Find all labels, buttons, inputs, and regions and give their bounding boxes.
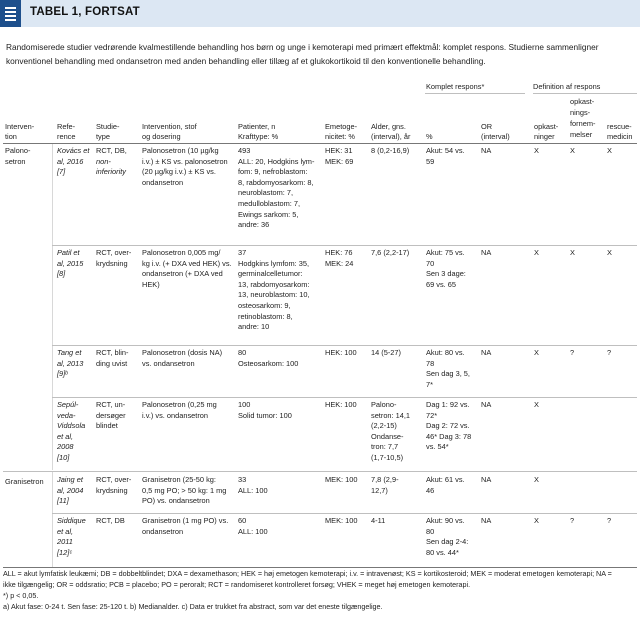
cell-pct: Akut: 75 vs. xyxy=(426,248,465,257)
cell-patients: 493 xyxy=(238,146,251,155)
cell-emeto: MEK: 100 xyxy=(325,516,358,525)
cell-patients: andre: 36 xyxy=(238,220,270,230)
cell-vomiting: X xyxy=(534,475,539,484)
cell-type: RCT, DB, xyxy=(96,146,127,155)
col-intervention-2: tion xyxy=(5,132,17,141)
cell-drug: i.v.) vs. ondansetron xyxy=(142,410,208,420)
col-patients-2: Krafttype: % xyxy=(238,132,279,141)
col-vomiting-1: opkast- xyxy=(534,122,559,131)
col-nausea-2: nings- xyxy=(570,108,591,117)
col-patients-1: Patienter, n xyxy=(238,122,276,131)
cell-vomiting: X xyxy=(534,348,539,357)
group-label-granisetron: Granisetron xyxy=(5,477,44,486)
col-emeto-2: nicitet: % xyxy=(325,132,355,141)
cell-type: RCT, over- xyxy=(96,248,132,257)
cell-pct: 80 vs. 44* xyxy=(426,547,459,557)
group-underline-definition xyxy=(533,93,637,94)
cell-patients: ALL: 100 xyxy=(238,485,268,495)
row-rule-1 xyxy=(52,245,637,246)
cell-age: tron: 7,7 xyxy=(371,442,399,452)
cell-emeto: HEK: 100 xyxy=(325,400,357,409)
cell-pct: 7* xyxy=(426,379,433,389)
cell-patients: Osteosarkom: 100 xyxy=(238,358,299,368)
cell-type: RCT, over- xyxy=(96,475,132,484)
footnote-abbreviations-1: ALL = akut lymfatisk leukæmi; DB = dobbeltblindet; DXA = dexamethason; HEK = høj emetogen kemoterapi; i.v. = intravenøst; KS = kortikosteroid; MEK = moderat emetogen kemoterapi; NA = xyxy=(3,569,612,578)
footnote-notes: a) Akut fase: 0-24 t. Sen fase: 25-120 t. b) Medianalder. c) Data er trukket fra abstract, som var det eneste tilgængelige. xyxy=(3,602,383,611)
cell-age: Palono- xyxy=(371,400,397,409)
col-reference-2: rence xyxy=(57,132,76,141)
cell-rescue: ? xyxy=(607,348,612,357)
document-list-icon xyxy=(0,0,21,27)
cell-age: 7,8 (2,9- xyxy=(371,475,399,484)
cell-emeto: MEK: 69 xyxy=(325,156,354,166)
cell-nausea: X xyxy=(570,146,575,155)
cell-nausea: X xyxy=(570,248,575,257)
cell-type: dersøger xyxy=(96,410,126,420)
cell-pct: 78 xyxy=(426,358,435,368)
table-title: TABEL 1, FORTSAT xyxy=(30,6,140,18)
col-study-type-1: Studie- xyxy=(96,122,120,131)
col-age-1: Alder, gns. xyxy=(371,122,406,131)
cell-pct: 80 xyxy=(426,526,435,536)
cell-patients: osteosarkom: 9, xyxy=(238,301,291,310)
group-underline-complete xyxy=(425,93,525,94)
cell-or: NA xyxy=(481,516,492,525)
cell-drug: (20 µg/kg i.v.) ± KS vs. xyxy=(142,167,216,177)
footnote-abbreviations-2: ikke tilgængelig; OR = oddsratio; PCB = placebo; PO = peroralt; RCT = randomiseret kontrolleret forsøg; VHEK = meget høj emetogen kemoterapi. xyxy=(3,580,471,589)
cell-age: 12,7) xyxy=(371,485,388,495)
cell-patients: 8, rabdomyosarkom: 8, xyxy=(238,177,314,187)
cell-drug: ondansetron xyxy=(142,526,184,536)
cell-vomiting: X xyxy=(534,248,539,257)
cell-pct: vs. 54* xyxy=(426,442,449,452)
cell-ref: et al, xyxy=(57,526,74,536)
group-header-complete-response: Komplet respons* xyxy=(426,82,485,91)
col-study-type-2: type xyxy=(96,132,110,141)
cell-or: NA xyxy=(481,248,492,257)
cell-ref: [10] xyxy=(57,453,70,462)
col-emeto-1: Emetoge- xyxy=(325,122,358,131)
cell-pct: 69 vs. 65 xyxy=(426,279,456,289)
cell-ref: et al, xyxy=(57,431,74,441)
cell-patients: Solid tumor: 100 xyxy=(238,410,292,420)
cell-patients: medulloblastom: 7, xyxy=(238,199,301,208)
table-caption: Randomiserede studier vedrørende kvalmestillende behandling hos børn og unge i kemoterapi med primært effektmål: komplet respons. Studierne sammenligner konventionel behandling med ondansetron med anden behandling eller tillæg af et glukokortikoid til den konventionelle behandling. xyxy=(6,42,599,66)
cell-vomiting: X xyxy=(534,146,539,155)
cell-drug: i.v.) ± KS vs. palonosetron xyxy=(142,156,228,166)
cell-rescue: X xyxy=(607,248,612,257)
cell-pct: 59 xyxy=(426,156,435,166)
cell-patients: fom: 9, nefroblastom: xyxy=(238,167,308,177)
cell-pct: Akut: 90 vs. xyxy=(426,516,465,525)
cell-age: Ondanse- xyxy=(371,431,404,441)
cell-age: 14 (5-27) xyxy=(371,348,401,357)
cell-age: 7,6 (2,2-17) xyxy=(371,248,410,257)
group-header-definition: Definition af respons xyxy=(533,82,601,91)
cell-type: krydsning xyxy=(96,258,128,268)
cell-drug: ondansetron xyxy=(142,177,184,187)
row-rule-2 xyxy=(52,345,637,346)
row-rule-3 xyxy=(52,397,637,398)
cell-drug: HEK) xyxy=(142,279,160,289)
cell-pct: Akut: 80 vs. xyxy=(426,348,465,357)
cell-patients: 13, neuroblastom: 10, xyxy=(238,290,310,300)
cell-ref: Siddique xyxy=(57,516,86,525)
col-percent: % xyxy=(426,132,433,141)
cell-type: ding uvist xyxy=(96,358,128,368)
cell-ref: al, 2013 xyxy=(57,358,84,368)
cell-patients: 33 xyxy=(238,475,247,484)
group-divider-granisetron xyxy=(52,472,53,567)
cell-pct: Dag 1: 92 vs. xyxy=(426,400,470,409)
cell-patients: ALL: 100 xyxy=(238,526,268,536)
cell-drug: Granisetron (1 mg PO) vs. xyxy=(142,516,229,525)
cell-type: non- xyxy=(96,156,111,166)
cell-or: NA xyxy=(481,400,492,409)
col-nausea-1: opkast- xyxy=(570,97,595,106)
cell-ref: al, 2015 xyxy=(57,258,84,268)
cell-ref: al, 2004 xyxy=(57,485,84,495)
col-drug-1: Intervention, stof xyxy=(142,122,197,131)
cell-age: (2,2-15) xyxy=(371,421,397,431)
col-age-2: (interval), år xyxy=(371,132,411,141)
col-rescue-2: medicin xyxy=(607,132,633,141)
cell-type: RCT, un- xyxy=(96,400,126,409)
cell-ref: Patil et xyxy=(57,248,80,257)
cell-pct: Sen dag 2-4: xyxy=(426,537,469,547)
cell-type: blindet xyxy=(96,421,118,431)
col-nausea-3: fornem- xyxy=(570,119,596,128)
cell-type: inferiority xyxy=(96,167,126,177)
footnote-significance: *) p < 0,05. xyxy=(3,591,39,600)
cell-patients: andre: 10 xyxy=(238,322,270,332)
cell-or: NA xyxy=(481,348,492,357)
cell-drug: Palonosetron (10 µg/kg xyxy=(142,146,219,155)
cell-pct: Sen dag 3, 5, xyxy=(426,369,470,379)
group-divider-palonosetron xyxy=(52,144,53,470)
cell-ref: [11] xyxy=(57,496,69,506)
cell-age: 4-11 xyxy=(371,516,386,525)
cell-pct: 46* Dag 3: 78 xyxy=(426,431,472,441)
cell-age: 8 (0,2-16,9) xyxy=(371,146,410,155)
col-intervention-1: Interven- xyxy=(5,122,35,131)
cell-ref: Kovács et xyxy=(57,146,90,155)
cell-drug: vs. ondansetron xyxy=(142,358,195,368)
cell-type: RCT, DB xyxy=(96,516,125,525)
cell-ref: Jaing et xyxy=(57,475,83,484)
cell-ref: [7] xyxy=(57,167,66,177)
cell-emeto: MEK: 24 xyxy=(325,258,354,268)
cell-ref: [9]ᵇ xyxy=(57,369,68,379)
cell-type: krydsning xyxy=(96,485,128,495)
cell-nausea: ? xyxy=(570,348,575,357)
cell-rescue: X xyxy=(607,146,612,155)
cell-nausea: ? xyxy=(570,516,575,525)
cell-patients: retinoblastom: 8, xyxy=(238,311,293,321)
group-rule xyxy=(3,471,637,472)
cell-ref: 2011 xyxy=(57,537,73,547)
cell-pct: Akut: 61 vs. xyxy=(426,475,465,484)
cell-patients: 80 xyxy=(238,348,247,357)
col-nausea-4: melser xyxy=(570,130,593,139)
cell-patients: 37 xyxy=(238,248,247,257)
cell-patients: germinalcelletumor: xyxy=(238,269,303,279)
cell-ref: al, 2016 xyxy=(57,156,84,166)
col-reference-1: Refe- xyxy=(57,122,76,131)
cell-vomiting: X xyxy=(534,516,539,525)
col-or-1: OR xyxy=(481,122,493,131)
cell-ref: Viddsola xyxy=(57,421,86,431)
cell-ref: veda- xyxy=(57,410,76,420)
cell-drug: Palonosetron (dosis NA) xyxy=(142,348,223,357)
cell-ref: [8] xyxy=(57,269,66,279)
table-bottom-rule xyxy=(3,567,637,568)
row-rule-4 xyxy=(52,513,637,514)
cell-patients: 13, rabdomyosarkom: xyxy=(238,279,310,289)
cell-drug: PO) vs. ondansetron xyxy=(142,496,210,506)
cell-drug: Palonosetron (0,25 mg xyxy=(142,400,217,409)
cell-pct: 72* xyxy=(426,410,438,420)
cell-patients: neuroblastom: 7, xyxy=(238,188,294,198)
cell-drug: ondansetron (+ DXA ved xyxy=(142,269,223,279)
group-label-palonosetron-2: setron xyxy=(5,156,26,166)
col-or-2: (interval) xyxy=(481,132,510,141)
cell-pct: Akut: 54 vs. xyxy=(426,146,465,155)
group-label-palonosetron-1: Palono- xyxy=(5,146,31,155)
cell-or: NA xyxy=(481,146,492,155)
cell-drug: 0,5 mg PO; > 50 kg: 1 mg xyxy=(142,485,227,495)
cell-patients: Ewings sarkom: 5, xyxy=(238,209,299,219)
cell-drug: Granisetron (25-50 kg: xyxy=(142,475,216,484)
cell-ref: [12]ᶜ xyxy=(57,547,72,557)
col-drug-2: og dosering xyxy=(142,132,181,141)
cell-age: setron: 14,1 xyxy=(371,410,411,420)
cell-type: RCT, blin- xyxy=(96,348,129,357)
cell-vomiting: X xyxy=(534,400,539,409)
cell-patients: 100 xyxy=(238,400,251,409)
cell-emeto: MEK: 100 xyxy=(325,475,358,484)
cell-drug: Palonosetron 0,005 mg/ xyxy=(142,248,221,257)
cell-patients: ALL: 20, Hodgkins lym- xyxy=(238,156,315,166)
cell-emeto: HEK: 100 xyxy=(325,348,357,357)
cell-pct: 70 xyxy=(426,258,435,268)
cell-patients: 60 xyxy=(238,516,247,525)
table-title-bar xyxy=(0,0,640,27)
header-rule xyxy=(3,143,637,144)
cell-pct: 46 xyxy=(426,485,435,495)
col-rescue-1: rescue- xyxy=(607,122,632,131)
cell-pct: Dag 2: 72 vs. xyxy=(426,421,470,431)
cell-ref: Sepúl- xyxy=(57,400,79,409)
cell-rescue: ? xyxy=(607,516,612,525)
cell-pct: Sen 3 dage: xyxy=(426,269,466,279)
cell-or: NA xyxy=(481,475,492,484)
cell-patients: Hodgkins lymfom: 35, xyxy=(238,258,310,268)
cell-emeto: HEK: 76 xyxy=(325,248,353,257)
col-vomiting-2: ninger xyxy=(534,132,555,141)
cell-drug: kg i.v. (+ DXA ved HEK) vs. xyxy=(142,258,232,268)
cell-ref: 2008 xyxy=(57,442,74,452)
cell-ref: Tang et xyxy=(57,348,82,357)
cell-emeto: HEK: 31 xyxy=(325,146,353,155)
cell-age: (1,7-10,5) xyxy=(371,453,404,462)
